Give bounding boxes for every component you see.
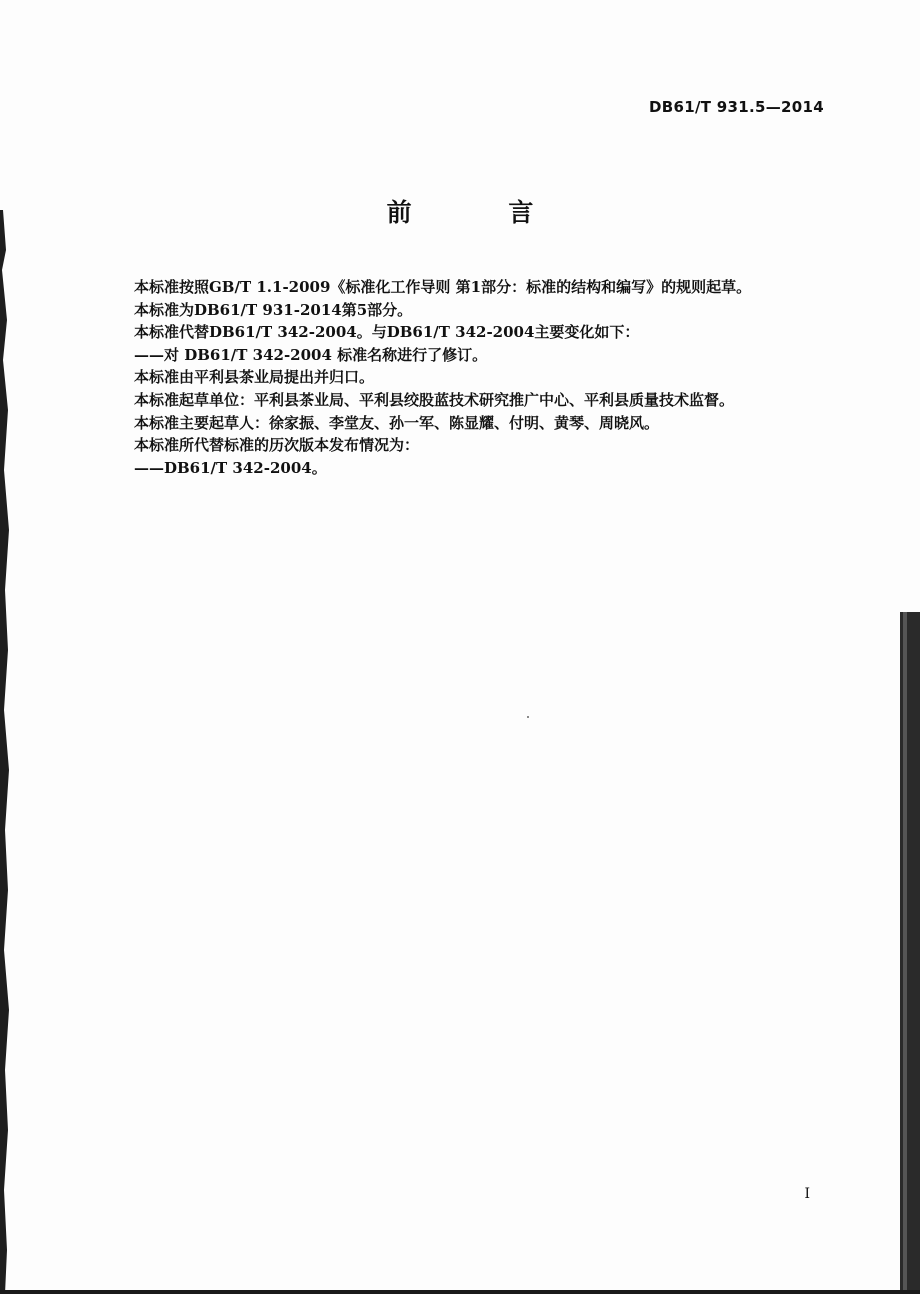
paragraph-history-intro: 本标准所代替标准的历次版本发布情况为：	[134, 436, 420, 455]
paragraph-proposer: 本标准由平利县茶业局提出并归口。	[134, 368, 375, 387]
page-title: 前 言	[386, 198, 578, 227]
scan-edge-left	[0, 210, 10, 1294]
scan-edge-right	[900, 612, 920, 1294]
scan-speck	[527, 716, 529, 718]
standard-number: DB61/T 931.5—2014	[649, 98, 824, 116]
foreword-body	[134, 276, 814, 479]
paragraph-part-info: 本标准为DB61/T 931-2014第5部分。	[134, 300, 413, 319]
paragraph-drafting-rules: 本标准按照GB/T 1.1-2009《标准化工作导则 第1部分：标准的结构和编写》的规则起草。	[134, 278, 752, 296]
page-number: I	[804, 1186, 810, 1202]
paragraph-drafters: 本标准主要起草人：徐家振、李堂友、孙一军、陈显耀、付明、黄琴、周晓风。	[134, 413, 660, 432]
paragraph-history-item: ——DB61/T 342-2004。	[134, 458, 327, 477]
scan-edge-bottom	[0, 1290, 920, 1294]
paragraph-drafting-units: 本标准起草单位：平利县茶业局、平利县绞股蓝技术研究推广中心、平利县质量技术监督。	[134, 390, 735, 409]
paragraph-replaces: 本标准代替DB61/T 342-2004。与DB61/T 342-2004主要变化如下：	[134, 323, 640, 342]
paragraph-change-item: ——对 DB61/T 342-2004 标准名称进行了修订。	[134, 345, 488, 364]
